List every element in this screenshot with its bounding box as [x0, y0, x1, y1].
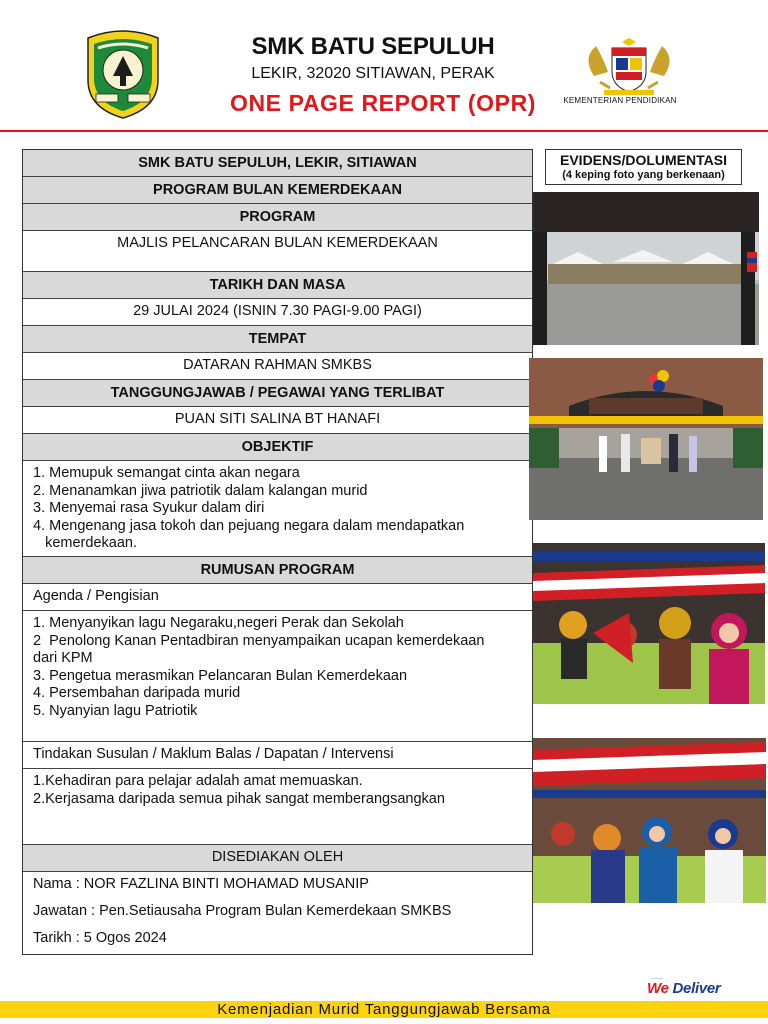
- ministry-caption: KEMENTERIAN PENDIDIKAN: [563, 96, 677, 105]
- evidence-photo-1: [533, 192, 759, 345]
- report-title: ONE PAGE REPORT (OPR): [229, 90, 537, 116]
- objective-item: 3. Menyemai rasa Syukur dalam diri: [33, 500, 265, 516]
- agenda-item: 5. Nyanyian lagu Patriotik: [33, 702, 198, 719]
- evidence-photo-4: [533, 738, 766, 903]
- objective-item: kemerdekaan.: [33, 535, 137, 551]
- footer-slogan: Kemenjadian Murid Tanggungjawab Bersama: [217, 1001, 551, 1018]
- date-value: 29 JULAI 2024 (ISNIN 7.30 PAGI-9.00 PAGI): [133, 303, 422, 319]
- venue-value-row: [23, 353, 532, 380]
- school-name: SMK BATU SEPULUH: [251, 33, 495, 60]
- evidence-photo-2: [529, 358, 763, 520]
- followup-label: Tindakan Susulan / Maklum Balas / Dapatan / Intervensi: [33, 746, 394, 762]
- prepared-name: Nama : NOR FAZLINA BINTI MOHAMAD MUSANIP: [33, 876, 369, 892]
- venue-value: DATARAN RAHMAN SMKBS: [183, 357, 372, 373]
- evidence-subtitle: (4 keping foto yang berkenaan): [562, 169, 725, 181]
- we-deliver-we: We: [647, 980, 669, 997]
- program-value: MAJLIS PELANCARAN BULAN KEMERDEKAAN: [117, 235, 438, 251]
- school-line: SMK BATU SEPULUH, LEKIR, SITIAWAN: [138, 155, 417, 171]
- program-heading-row: [23, 177, 532, 204]
- agenda-item: 1. Menyanyikan lagu Negaraku,negeri Perak dan Sekolah: [33, 615, 404, 631]
- prepared-label-row: [23, 845, 532, 872]
- venue-label-row: [23, 326, 532, 353]
- we-deliver-text: [647, 980, 720, 997]
- prepared-details: [23, 872, 532, 954]
- program-value-row: [23, 231, 532, 272]
- date-value-row: [23, 299, 532, 326]
- evidence-photo-3: [533, 543, 765, 704]
- objective-list: [23, 461, 532, 557]
- summary-label: RUMUSAN PROGRAM: [200, 562, 355, 578]
- evidence-title: EVIDENS/DOLUMENTASI: [560, 152, 727, 168]
- we-deliver-tagline-graphic: ────: [651, 976, 663, 981]
- objective-label: OBJEKTIF: [241, 439, 314, 455]
- followup-item: 1.Kehadiran para pelajar adalah amat memuaskan.: [33, 773, 363, 789]
- report-header: [0, 0, 768, 134]
- we-deliver-logo: [647, 976, 737, 1000]
- date-label: TARIKH DAN MASA: [209, 277, 346, 293]
- school-line-row: [23, 150, 532, 177]
- we-deliver-rest: Deliver: [668, 980, 721, 997]
- header-divider: [0, 130, 768, 132]
- evidence-heading: [545, 149, 742, 185]
- agenda-item: 2 Penolong Kanan Pentadbiran menyampaikan ucapan kemerdekaan: [33, 632, 485, 649]
- agenda-item: dari KPM: [33, 650, 93, 666]
- prepared-position: Jawatan : Pen.Setiausaha Program Bulan Kemerdekaan SMKBS: [33, 903, 452, 919]
- program-heading: PROGRAM BULAN KEMERDEKAAN: [153, 182, 402, 198]
- officer-value-row: [23, 407, 532, 434]
- program-label: PROGRAM: [239, 209, 316, 225]
- followup-label-row: [23, 742, 532, 769]
- followup-item: 2.Kerjasama daripada semua pihak sangat memberangsangkan: [33, 790, 445, 807]
- objective-label-row: [23, 434, 532, 461]
- objective-item: 1. Memupuk semangat cinta akan negara: [33, 465, 300, 481]
- officer-value: PUAN SITI SALINA BT HANAFI: [174, 411, 381, 427]
- agenda-list: [23, 611, 532, 742]
- school-address: LEKIR, 32020 SITIAWAN, PERAK: [251, 65, 495, 82]
- agenda-item: 3. Pengetua merasmikan Pelancaran Bulan Kemerdekaan: [33, 667, 408, 684]
- report-table: [22, 149, 533, 955]
- summary-label-row: [23, 557, 532, 584]
- agenda-item: 4. Persembahan daripada murid: [33, 685, 241, 701]
- officer-label-row: [23, 380, 532, 407]
- followup-list: [23, 769, 532, 845]
- school-crest-logo: [80, 28, 166, 120]
- agenda-label-row: [23, 584, 532, 611]
- objective-item: 4. Mengenang jasa tokoh dan pejuang negara dalam mendapatkan: [33, 517, 465, 534]
- date-label-row: [23, 272, 532, 299]
- agenda-label: Agenda / Pengisian: [33, 588, 159, 604]
- officer-label: TANGGUNGJAWAB / PEGAWAI YANG TERLIBAT: [110, 385, 445, 401]
- footer-slogan-bar: [0, 1001, 768, 1018]
- prepared-label: DISEDIAKAN OLEH: [211, 849, 344, 865]
- venue-label: TEMPAT: [248, 331, 307, 347]
- prepared-date: Tarikh : 5 Ogos 2024: [33, 930, 167, 946]
- program-label-row: [23, 204, 532, 231]
- objective-item: 2. Menanamkan jiwa patriotik dalam kalangan murid: [33, 482, 368, 499]
